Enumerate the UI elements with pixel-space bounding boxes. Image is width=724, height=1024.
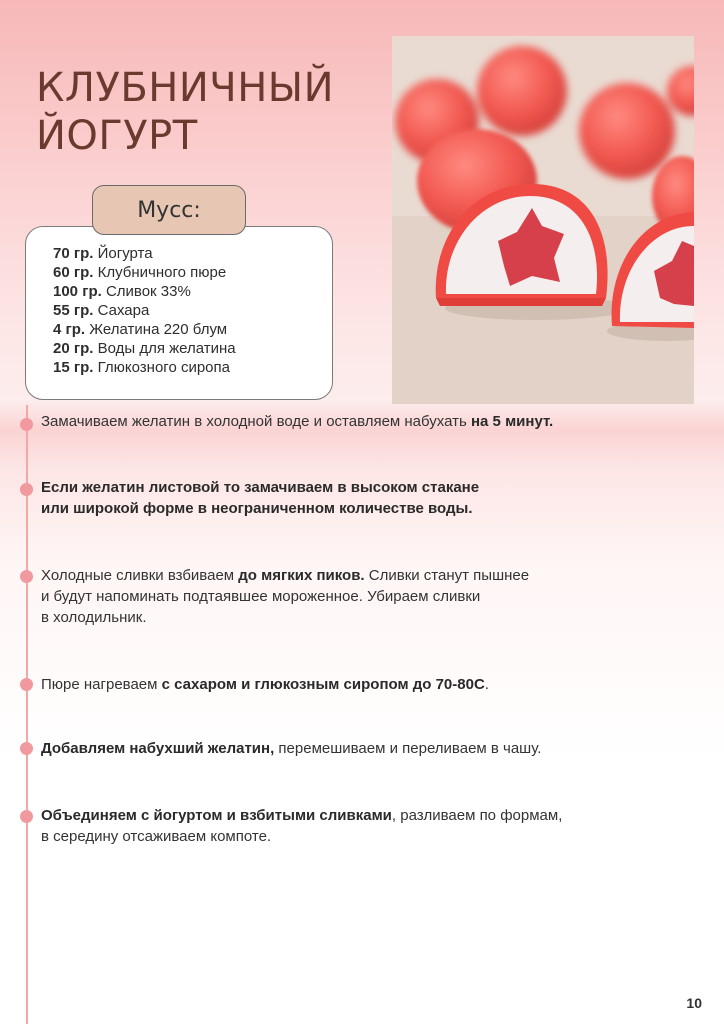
ingredient-item: 20 гр. Воды для желатина [53,340,236,357]
step-4: Пюре нагреваем с сахаром и глюкозным сиропом до 70-80С. [41,676,489,693]
step-3: Холодные сливки взбиваем до мягких пиков. Сливки станут пышнее и будут напоминать подтаявшее мороженное. Убираем сливки в холодильник. [41,567,530,626]
mousse-label: Мусс: [92,185,246,235]
dessert-photo [392,36,694,404]
step-bullet-icon [20,742,33,755]
ingredient-item: 60 гр. Клубничного пюре [53,264,227,281]
ingredient-item: 15 гр. Глюкозного сиропа [53,359,230,376]
title-line-2: ЙОГУРТ [36,113,198,159]
step-bullet-icon [20,570,33,583]
timeline-line [26,405,28,1024]
step-bullet-icon [20,483,33,496]
step-bullet-icon [20,418,33,431]
step-1: Замачиваем желатин в холодной воде и оставляем набухать на 5 минут. [41,413,554,430]
ingredient-item: 55 гр. Сахара [53,302,150,319]
ingredient-item: 100 гр. Сливок 33% [53,283,191,300]
step-2: Если желатин листовой то замачиваем в высоком стакане или широкой форме в неограниченном количестве воды. [41,479,480,517]
ingredients-list [53,244,236,377]
step-5: Добавляем набухший желатин, перемешиваем и переливаем в чашу. [41,740,542,757]
dessert-photo-illustration [392,36,694,404]
step-6: Объединяем с йогуртом и взбитыми сливками, разливаем по формам, в середину отсаживаем компоте. [41,807,563,845]
page-number: 10 [686,995,702,1011]
ingredient-item: 4 гр. Желатина 220 блум [53,321,228,338]
ingredient-item: 70 гр. Йогурта [53,245,153,262]
page-title [36,64,376,160]
step-bullet-icon [20,678,33,691]
step-bullet-icon [20,810,33,823]
title-line-1: КЛУБНИЧНЫЙ [36,65,335,111]
